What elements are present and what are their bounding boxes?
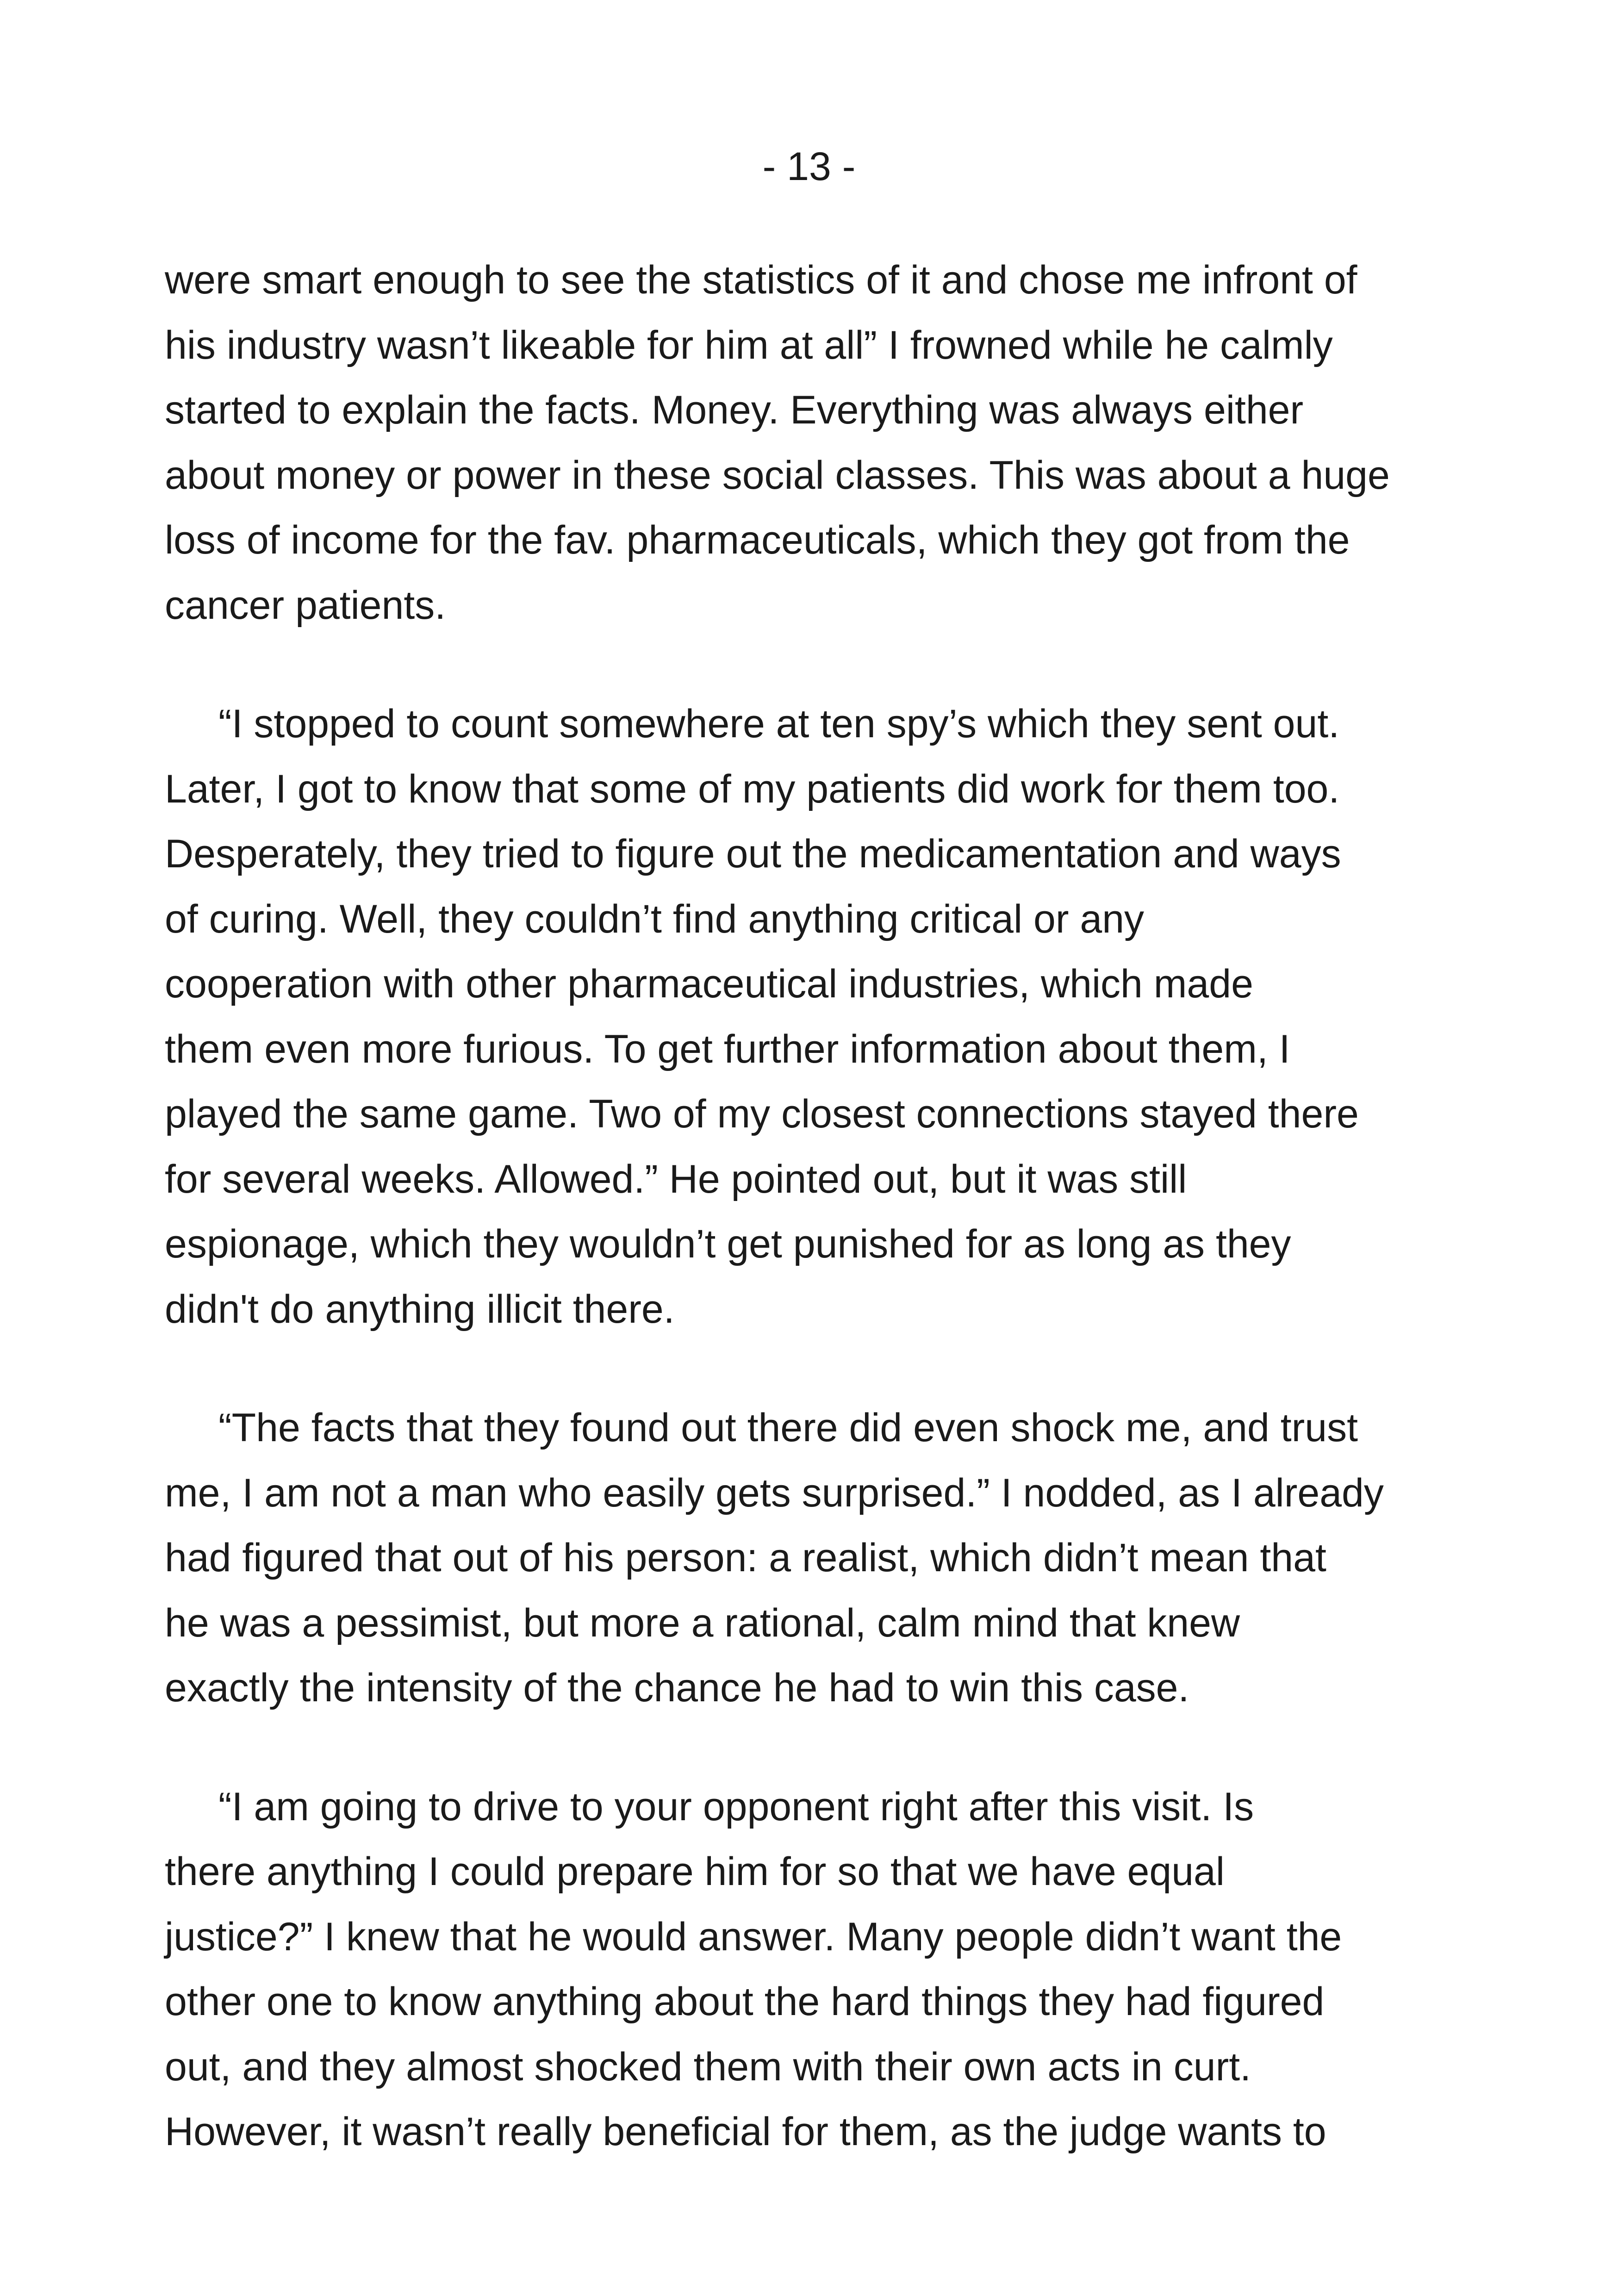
text-line: he was a pessimist, but more a rational, calm mind that knew bbox=[165, 1600, 1240, 1645]
text-line: me, I am not a man who easily gets surprised.” I nodded, as I already bbox=[165, 1470, 1384, 1515]
paragraph-2 bbox=[165, 691, 1488, 1342]
text-line: exactly the intensity of the chance he had to win this case. bbox=[165, 1666, 1189, 1710]
text-line: them even more furious. To get further information about them, I bbox=[165, 1027, 1290, 1071]
text-line: of curing. Well, they couldn’t find anything critical or any bbox=[165, 896, 1145, 941]
text-line: other one to know anything about the hard things they had figured bbox=[165, 1979, 1325, 2024]
text-line: started to explain the facts. Money. Everything was always either bbox=[165, 388, 1304, 432]
paragraph-3 bbox=[165, 1395, 1488, 1721]
page-number: - 13 - bbox=[762, 144, 856, 189]
text-line: loss of income for the fav. pharmaceuticals, which they got from the bbox=[165, 518, 1350, 562]
text-line: justice?” I knew that he would answer. Many people didn’t want the bbox=[165, 1914, 1342, 1959]
text-line: “The facts that they found out there did even shock me, and trust bbox=[218, 1406, 1358, 1450]
text-line: about money or power in these social classes. This was about a huge bbox=[165, 453, 1390, 498]
text-line: were smart enough to see the statistics of it and chose me infront of bbox=[165, 258, 1357, 302]
text-line: his industry wasn’t likeable for him at all” I frowned while he calmly bbox=[165, 323, 1333, 367]
text-line: However, it wasn’t really beneficial for them, as the judge wants to bbox=[165, 2109, 1326, 2154]
body-text bbox=[165, 248, 1488, 2165]
text-line: “I am going to drive to your opponent right after this visit. Is bbox=[218, 1784, 1254, 1829]
text-line: played the same game. Two of my closest connections stayed there bbox=[165, 1092, 1359, 1136]
text-line: Later, I got to know that some of my patients did work for them too. bbox=[165, 766, 1340, 811]
text-line: had figured that out of his person: a realist, which didn’t mean that bbox=[165, 1536, 1326, 1580]
text-line: there anything I could prepare him for so that we have equal bbox=[165, 1849, 1225, 1894]
paragraph-4 bbox=[165, 1774, 1488, 2165]
text-line: espionage, which they wouldn’t get punished for as long as they bbox=[165, 1222, 1291, 1266]
text-line: “I stopped to count somewhere at ten spy’s which they sent out. bbox=[218, 702, 1340, 746]
paragraph-1 bbox=[165, 248, 1488, 638]
text-line: didn't do anything illicit there. bbox=[165, 1287, 675, 1332]
text-line: cooperation with other pharmaceutical industries, which made bbox=[165, 962, 1253, 1006]
text-line: cancer patients. bbox=[165, 583, 446, 628]
text-line: out, and they almost shocked them with their own acts in curt. bbox=[165, 2044, 1251, 2089]
text-line: Desperately, they tried to figure out the medicamentation and ways bbox=[165, 832, 1341, 876]
text-line: for several weeks. Allowed.” He pointed out, but it was still bbox=[165, 1157, 1187, 1201]
